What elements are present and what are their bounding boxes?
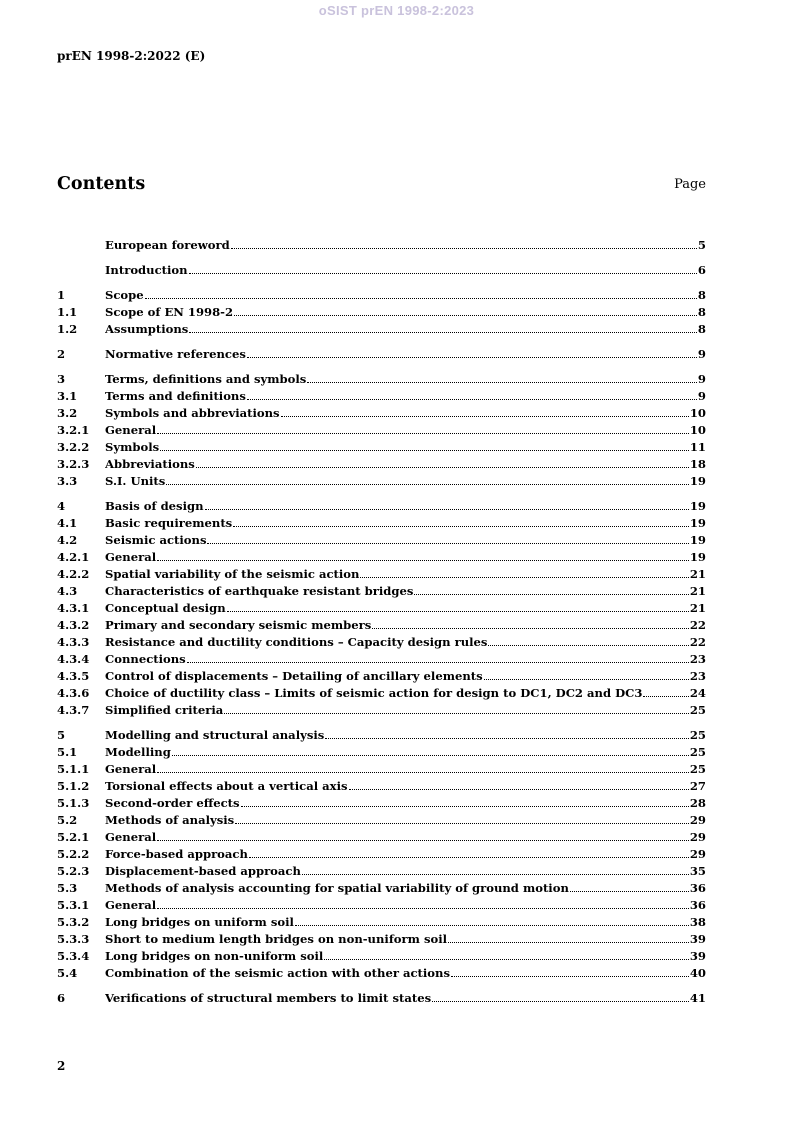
toc-entry-page: 36 bbox=[689, 898, 706, 912]
toc-entry[interactable] bbox=[57, 914, 706, 931]
toc-entry-page: 25 bbox=[689, 728, 706, 742]
toc-entry[interactable] bbox=[57, 668, 706, 685]
toc-dot-leader bbox=[360, 577, 688, 578]
toc-entry-page: 29 bbox=[689, 813, 706, 827]
toc-dot-leader bbox=[324, 959, 689, 960]
toc-dot-leader bbox=[247, 357, 697, 358]
toc-entry-number: 5.3.4 bbox=[57, 949, 90, 963]
toc-entry-page: 8 bbox=[697, 322, 706, 336]
toc-entry-page: 8 bbox=[697, 305, 706, 319]
toc-entry[interactable] bbox=[57, 287, 706, 304]
toc-entry-page: 38 bbox=[689, 915, 706, 929]
toc-entry[interactable] bbox=[57, 965, 706, 982]
toc-entry[interactable] bbox=[57, 473, 706, 490]
toc-dot-leader bbox=[302, 874, 689, 875]
toc-entry-page: 41 bbox=[689, 991, 706, 1005]
toc-entry[interactable] bbox=[57, 948, 706, 965]
toc-entry-page: 9 bbox=[697, 347, 706, 361]
toc-entry-number: 5.1.1 bbox=[57, 762, 90, 776]
page-column-label: Page bbox=[674, 177, 706, 192]
toc-entry-title: Connections bbox=[105, 652, 186, 666]
toc-dot-leader bbox=[145, 298, 697, 299]
toc-entry-number: 5.4 bbox=[57, 966, 78, 980]
watermark-text: oSIST prEN 1998-2:2023 bbox=[318, 3, 475, 18]
toc-entry-title: General bbox=[105, 550, 157, 564]
toc-entry-title: Long bridges on uniform soil bbox=[105, 915, 294, 929]
toc-dot-leader bbox=[189, 332, 697, 333]
toc-entry-page: 39 bbox=[689, 932, 706, 946]
toc-entry-number: 5.2.1 bbox=[57, 830, 90, 844]
toc-entry-title: Resistance and ductility conditions – Capacity design rules bbox=[105, 635, 488, 649]
toc-entry[interactable] bbox=[57, 846, 706, 863]
toc-dot-leader bbox=[247, 399, 697, 400]
toc-entry-number: 4.3.6 bbox=[57, 686, 90, 700]
toc-entry-title: Verifications of structural members to limit states bbox=[105, 991, 432, 1005]
toc-dot-leader bbox=[157, 840, 689, 841]
toc-entry[interactable] bbox=[57, 634, 706, 651]
toc-entry[interactable] bbox=[57, 262, 706, 279]
toc-entry-title: Characteristics of earthquake resistant bridges bbox=[105, 584, 414, 598]
toc-entry-number: 5.2.3 bbox=[57, 864, 90, 878]
toc-entry-number: 3.2.2 bbox=[57, 440, 90, 454]
toc-entry-page: 22 bbox=[689, 618, 706, 632]
toc-entry-number: 3.2 bbox=[57, 406, 78, 420]
toc-dot-leader bbox=[451, 976, 689, 977]
toc-entry[interactable] bbox=[57, 617, 706, 634]
toc-entry-title: S.I. Units bbox=[105, 474, 166, 488]
toc-entry-title: General bbox=[105, 898, 157, 912]
toc-entry[interactable] bbox=[57, 237, 706, 254]
toc-entry-page: 19 bbox=[689, 533, 706, 547]
toc-entry-page: 36 bbox=[689, 881, 706, 895]
toc-entry[interactable] bbox=[57, 456, 706, 473]
toc-dot-leader bbox=[166, 484, 689, 485]
toc-entry-number: 5.3.1 bbox=[57, 898, 90, 912]
toc-entry[interactable] bbox=[57, 439, 706, 456]
toc-entry-page: 8 bbox=[697, 288, 706, 302]
toc-entry[interactable] bbox=[57, 532, 706, 549]
toc-entry[interactable] bbox=[57, 651, 706, 668]
toc-entry-title: General bbox=[105, 762, 157, 776]
toc-dot-leader bbox=[448, 942, 689, 943]
toc-entry-title: Normative references bbox=[105, 347, 246, 361]
toc-entry-number: 5.2.2 bbox=[57, 847, 90, 861]
toc-entry-title: Modelling bbox=[105, 745, 171, 759]
toc-dot-leader bbox=[233, 526, 689, 527]
table-of-contents bbox=[57, 237, 706, 1007]
toc-entry[interactable] bbox=[57, 829, 706, 846]
toc-entry-page: 35 bbox=[689, 864, 706, 878]
toc-entry-number: 5.1.3 bbox=[57, 796, 90, 810]
toc-entry[interactable] bbox=[57, 304, 706, 321]
toc-entry-title: Symbols and abbreviations bbox=[105, 406, 280, 420]
toc-entry-title: Terms and definitions bbox=[105, 389, 246, 403]
toc-entry-title: Control of displacements – Detailing of ancillary elements bbox=[105, 669, 483, 683]
toc-entry[interactable] bbox=[57, 321, 706, 338]
toc-entry-page: 27 bbox=[689, 779, 706, 793]
toc-entry-number: 3.2.3 bbox=[57, 457, 90, 471]
toc-dot-leader bbox=[189, 273, 697, 274]
toc-dot-leader bbox=[307, 382, 697, 383]
toc-dot-leader bbox=[157, 908, 689, 909]
toc-dot-leader bbox=[372, 628, 689, 629]
toc-entry-page: 28 bbox=[689, 796, 706, 810]
toc-dot-leader bbox=[157, 772, 689, 773]
toc-dot-leader bbox=[281, 416, 689, 417]
toc-entry[interactable] bbox=[57, 515, 706, 532]
toc-entry[interactable] bbox=[57, 566, 706, 583]
toc-entry[interactable] bbox=[57, 744, 706, 761]
toc-dot-leader bbox=[241, 806, 689, 807]
toc-entry-title: Second-order effects bbox=[105, 796, 240, 810]
toc-entry-number: 4.1 bbox=[57, 516, 78, 530]
toc-dot-leader bbox=[414, 594, 688, 595]
toc-entry[interactable] bbox=[57, 422, 706, 439]
toc-entry-number: 4.2.2 bbox=[57, 567, 90, 581]
toc-entry-page: 21 bbox=[689, 567, 706, 581]
toc-entry-page: 25 bbox=[689, 745, 706, 759]
toc-entry-page: 11 bbox=[689, 440, 706, 454]
toc-entry-title: Spatial variability of the seismic action bbox=[105, 567, 360, 581]
toc-dot-leader bbox=[325, 738, 689, 739]
toc-dot-leader bbox=[249, 857, 689, 858]
toc-dot-leader bbox=[432, 1001, 689, 1002]
toc-entry-number: 5.3 bbox=[57, 881, 78, 895]
toc-entry-number: 2 bbox=[57, 347, 66, 361]
toc-entry-number: 4.3.2 bbox=[57, 618, 90, 632]
toc-entry[interactable] bbox=[57, 727, 706, 744]
toc-entry-number: 3 bbox=[57, 372, 66, 386]
toc-entry-page: 10 bbox=[689, 423, 706, 437]
toc-dot-leader bbox=[488, 645, 688, 646]
toc-entry-number: 5.3.3 bbox=[57, 932, 90, 946]
toc-entry-title: Long bridges on non-uniform soil bbox=[105, 949, 324, 963]
toc-entry-title: Primary and secondary seismic members bbox=[105, 618, 372, 632]
toc-entry-title: Scope bbox=[105, 288, 144, 302]
toc-entry-number: 4 bbox=[57, 499, 66, 513]
toc-dot-leader bbox=[643, 696, 688, 697]
toc-entry-page: 29 bbox=[689, 847, 706, 861]
toc-entry[interactable] bbox=[57, 761, 706, 778]
toc-entry[interactable] bbox=[57, 880, 706, 897]
toc-entry-page: 25 bbox=[689, 762, 706, 776]
toc-entry-page: 23 bbox=[689, 652, 706, 666]
toc-entry-title: Symbols bbox=[105, 440, 160, 454]
toc-entry-number: 3.1 bbox=[57, 389, 78, 403]
toc-entry-page: 19 bbox=[689, 516, 706, 530]
toc-entry-title: Combination of the seismic action with other actions bbox=[105, 966, 450, 980]
toc-entry[interactable] bbox=[57, 931, 706, 948]
toc-entry-page: 21 bbox=[689, 601, 706, 615]
toc-entry[interactable] bbox=[57, 600, 706, 617]
toc-entry-number: 5.1.2 bbox=[57, 779, 90, 793]
toc-entry-page: 40 bbox=[689, 966, 706, 980]
toc-dot-leader bbox=[205, 509, 689, 510]
toc-dot-leader bbox=[196, 467, 689, 468]
toc-entry-page: 6 bbox=[697, 263, 706, 277]
toc-entry-page: 19 bbox=[689, 550, 706, 564]
toc-entry-number: 4.3.5 bbox=[57, 669, 90, 683]
toc-dot-leader bbox=[187, 662, 689, 663]
toc-entry[interactable] bbox=[57, 685, 706, 702]
toc-entry-title: Methods of analysis accounting for spatial variability of ground motion bbox=[105, 881, 569, 895]
toc-entry[interactable] bbox=[57, 371, 706, 388]
toc-entry-title: Basic requirements bbox=[105, 516, 233, 530]
toc-entry-number: 4.2.1 bbox=[57, 550, 90, 564]
toc-dot-leader bbox=[172, 755, 689, 756]
toc-entry[interactable] bbox=[57, 549, 706, 566]
toc-entry-number: 3.3 bbox=[57, 474, 78, 488]
toc-entry-page: 9 bbox=[697, 372, 706, 386]
toc-entry-title: Basis of design bbox=[105, 499, 204, 513]
toc-entry-page: 5 bbox=[697, 238, 706, 252]
toc-entry[interactable] bbox=[57, 702, 706, 719]
toc-dot-leader bbox=[224, 713, 689, 714]
toc-entry-number: 3.2.1 bbox=[57, 423, 90, 437]
toc-entry-number: 4.2 bbox=[57, 533, 78, 547]
toc-entry-number: 1 bbox=[57, 288, 66, 302]
toc-entry[interactable] bbox=[57, 346, 706, 363]
toc-entry-page: 19 bbox=[689, 499, 706, 513]
toc-dot-leader bbox=[570, 891, 689, 892]
toc-entry-title: European foreword bbox=[105, 238, 230, 252]
toc-entry-number: 5.1 bbox=[57, 745, 78, 759]
toc-entry-page: 25 bbox=[689, 703, 706, 717]
toc-dot-leader bbox=[160, 450, 689, 451]
toc-entry-number: 1.2 bbox=[57, 322, 78, 336]
toc-entry[interactable] bbox=[57, 405, 706, 422]
toc-entry-number: 4.3.4 bbox=[57, 652, 90, 666]
toc-entry-number: 1.1 bbox=[57, 305, 78, 319]
toc-entry-title: Force-based approach bbox=[105, 847, 248, 861]
toc-entry-page: 23 bbox=[689, 669, 706, 683]
toc-entry-page: 21 bbox=[689, 584, 706, 598]
toc-entry-number: 5 bbox=[57, 728, 66, 742]
toc-entry[interactable] bbox=[57, 795, 706, 812]
toc-entry-title: Simplified criteria bbox=[105, 703, 224, 717]
toc-entry-title: Methods of analysis bbox=[105, 813, 235, 827]
toc-entry-number: 4.3 bbox=[57, 584, 78, 598]
toc-dot-leader bbox=[157, 433, 689, 434]
toc-dot-leader bbox=[295, 925, 689, 926]
toc-entry-number: 4.3.3 bbox=[57, 635, 90, 649]
toc-dot-leader bbox=[227, 611, 689, 612]
toc-entry-number: 5.2 bbox=[57, 813, 78, 827]
toc-entry-title: Seismic actions bbox=[105, 533, 207, 547]
toc-entry-page: 10 bbox=[689, 406, 706, 420]
toc-entry-page: 19 bbox=[689, 474, 706, 488]
toc-dot-leader bbox=[235, 823, 689, 824]
toc-entry-page: 39 bbox=[689, 949, 706, 963]
toc-entry-page: 22 bbox=[689, 635, 706, 649]
toc-entry-title: Modelling and structural analysis bbox=[105, 728, 325, 742]
toc-dot-leader bbox=[234, 315, 697, 316]
toc-dot-leader bbox=[231, 248, 697, 249]
toc-entry-title: Choice of ductility class – Limits of seismic action for design to DC1, DC2 and DC3 bbox=[105, 686, 643, 700]
toc-entry-title: Torsional effects about a vertical axis bbox=[105, 779, 348, 793]
toc-entry[interactable] bbox=[57, 388, 706, 405]
toc-entry[interactable] bbox=[57, 990, 706, 1007]
toc-entry[interactable] bbox=[57, 583, 706, 600]
toc-entry-title: Displacement-based approach bbox=[105, 864, 301, 878]
toc-entry[interactable] bbox=[57, 812, 706, 829]
toc-entry-page: 18 bbox=[689, 457, 706, 471]
toc-entry-number: 4.3.1 bbox=[57, 601, 90, 615]
toc-entry[interactable] bbox=[57, 498, 706, 515]
toc-dot-leader bbox=[207, 543, 688, 544]
toc-entry-title: Scope of EN 1998-2 bbox=[105, 305, 234, 319]
toc-dot-leader bbox=[484, 679, 689, 680]
toc-entry-title: Conceptual design bbox=[105, 601, 226, 615]
toc-entry-title: General bbox=[105, 830, 157, 844]
toc-entry-title: General bbox=[105, 423, 157, 437]
toc-dot-leader bbox=[157, 560, 689, 561]
toc-entry-page: 9 bbox=[697, 389, 706, 403]
toc-entry[interactable] bbox=[57, 897, 706, 914]
toc-entry-number: 5.3.2 bbox=[57, 915, 90, 929]
toc-entry-page: 24 bbox=[689, 686, 706, 700]
toc-entry[interactable] bbox=[57, 778, 706, 795]
toc-entry-number: 6 bbox=[57, 991, 66, 1005]
toc-entry-page: 29 bbox=[689, 830, 706, 844]
toc-entry-title: Assumptions bbox=[105, 322, 189, 336]
toc-dot-leader bbox=[349, 789, 689, 790]
toc-entry-title: Introduction bbox=[105, 263, 188, 277]
toc-entry-title: Short to medium length bridges on non-uniform soil bbox=[105, 932, 448, 946]
document-id: prEN 1998-2:2022 (E) bbox=[57, 49, 206, 63]
toc-entry-number: 4.3.7 bbox=[57, 703, 90, 717]
toc-entry[interactable] bbox=[57, 863, 706, 880]
toc-entry-title: Abbreviations bbox=[105, 457, 195, 471]
contents-heading: Contents bbox=[57, 174, 146, 194]
toc-entry-title: Terms, definitions and symbols bbox=[105, 372, 307, 386]
page-number: 2 bbox=[57, 1059, 66, 1073]
